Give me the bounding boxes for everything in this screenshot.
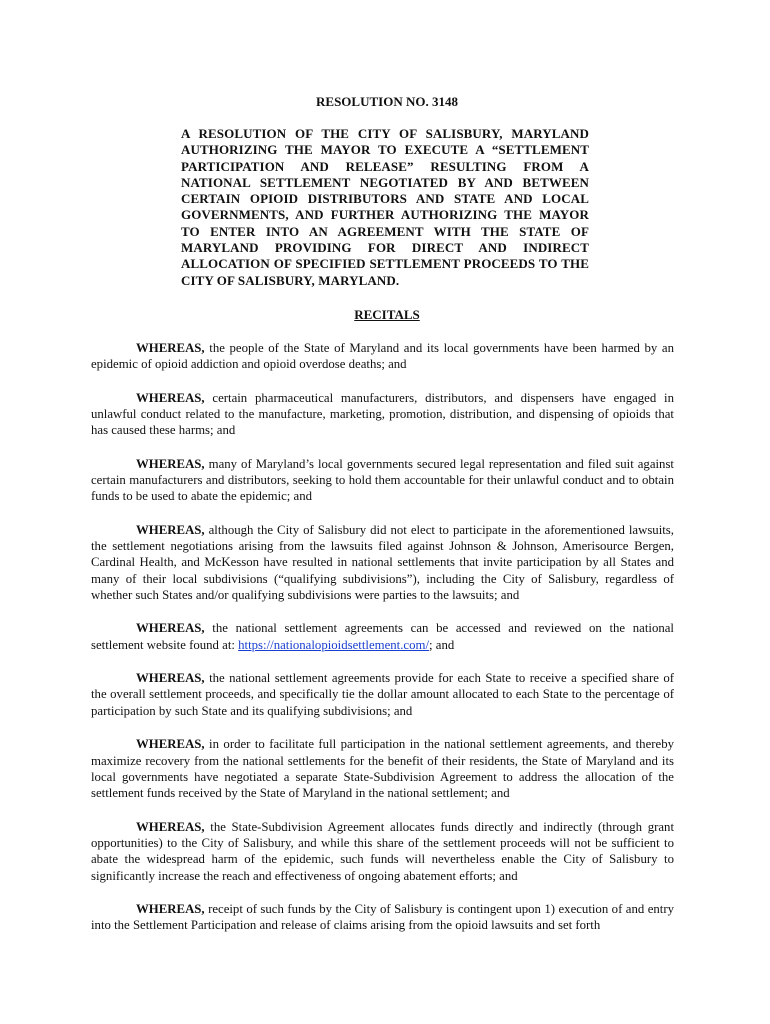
whereas-paragraph bbox=[91, 670, 674, 719]
paragraph-text: in order to facilitate full participation in the national settlement agreements, and thereby maximize recovery from the national settlements for the benefit of their residents, the State of Maryland and its local governments have negotiated a separate State-Subdivision Agreement to address the allocation of the settlement funds received by the State of Maryland in the national settlement; and bbox=[91, 737, 674, 801]
paragraph-text: the State-Subdivision Agreement allocates funds directly and indirectly (through grant opportunities) to the City of Salisbury, and while this share of the settlement proceeds will not be sufficient to abate the widespread harm of the epidemic, such funds will nevertheless enable the City of Salisbury to significantly increase the reach and effectiveness of ongoing abatement efforts; and bbox=[91, 819, 674, 883]
whereas-lead: WHEREAS, bbox=[136, 522, 205, 537]
whereas-lead: WHEREAS, bbox=[136, 456, 205, 471]
whereas-paragraph bbox=[91, 456, 674, 505]
paragraph-text: many of Maryland’s local governments secured legal representation and filed suit against certain manufacturers and distributors, seeking to hold them accountable for their unlawful conduct and to obtain funds to be used to abate the epidemic; and bbox=[91, 456, 674, 504]
whereas-paragraph bbox=[91, 620, 674, 653]
whereas-lead: WHEREAS, bbox=[136, 621, 205, 636]
whereas-paragraph bbox=[91, 390, 674, 439]
whereas-lead: WHEREAS, bbox=[136, 737, 205, 752]
paragraph-text: the national settlement agreements can be accessed and reviewed on the national settlement website found at: bbox=[91, 621, 674, 652]
paragraph-text: receipt of such funds by the City of Salisbury is contingent upon 1) execution of and entry into the Settlement Participation and release of claims arising from the opioid lawsuits and set forth bbox=[91, 901, 674, 933]
whereas-lead: WHEREAS, bbox=[136, 671, 205, 686]
resolution-title: A RESOLUTION OF THE CITY OF SALISBURY, MARYLAND AUTHORIZING THE MAYOR TO EXECUTE A “SETTLEMENT PARTICIPATION AND RELEASE” RESULTING FROM A NATIONAL SETTLEMENT NEGOTIATED BY AND BETWEEN CERTAIN OPIOID DISTRIBUTORS AND STATE AND LOCAL GOVERNMENTS, AND FURTHER AUTHORIZING THE MAYOR TO ENTER INTO AN AGREEMENT WITH THE STATE OF MARYLAND PROVIDING FOR DIRECT AND INDIRECT ALLOCATION OF SPECIFIED SETTLEMENT PROCEEDS TO THE CITY OF SALISBURY, MARYLAND. bbox=[181, 126, 589, 288]
paragraph-text: ; and bbox=[429, 637, 455, 652]
recitals-heading: RECITALS bbox=[354, 307, 420, 322]
whereas-lead: WHEREAS, bbox=[136, 819, 205, 834]
whereas-paragraph bbox=[91, 340, 674, 373]
paragraph-text: certain pharmaceutical manufacturers, distributors, and dispensers have engaged in unlawful conduct related to the manufacture, marketing, promotion, distribution, and dispensing of opioids that has caused these harms; and bbox=[91, 390, 674, 438]
recitals-body bbox=[91, 340, 674, 951]
whereas-paragraph bbox=[91, 522, 674, 604]
paragraph-text: the national settlement agreements provide for each State to receive a specified share of the overall settlement proceeds, and specifically tie the dollar amount allocated to each State to the percentage of participation by such State and its qualifying subdivisions; and bbox=[91, 671, 674, 718]
whereas-lead: WHEREAS, bbox=[136, 341, 205, 355]
whereas-paragraph bbox=[91, 901, 674, 934]
whereas-lead: WHEREAS, bbox=[136, 390, 205, 405]
paragraph-text: although the City of Salisbury did not elect to participate in the aforementioned lawsuits, the settlement negotiations arising from the lawsuits filed against Johnson & Johnson, Amerisource Bergen, Cardinal Health, and McKesson have resulted in national settlements that invite participation by all States and many of their local subdivisions (“qualifying subdivisions”), including the City of Salisbury, regardless of whether such States and/or qualifying subdivisions were parties to the lawsuits; and bbox=[91, 522, 674, 603]
whereas-lead: WHEREAS, bbox=[136, 901, 205, 916]
settlement-website-link[interactable]: https://nationalopioidsettlement.com/ bbox=[238, 637, 430, 652]
whereas-paragraph bbox=[91, 819, 674, 885]
whereas-paragraph bbox=[91, 736, 674, 802]
resolution-number: RESOLUTION NO. 3148 bbox=[316, 94, 458, 109]
paragraph-text: the people of the State of Maryland and its local governments have been harmed by an epidemic of opioid addiction and opioid overdose deaths; and bbox=[91, 341, 674, 372]
